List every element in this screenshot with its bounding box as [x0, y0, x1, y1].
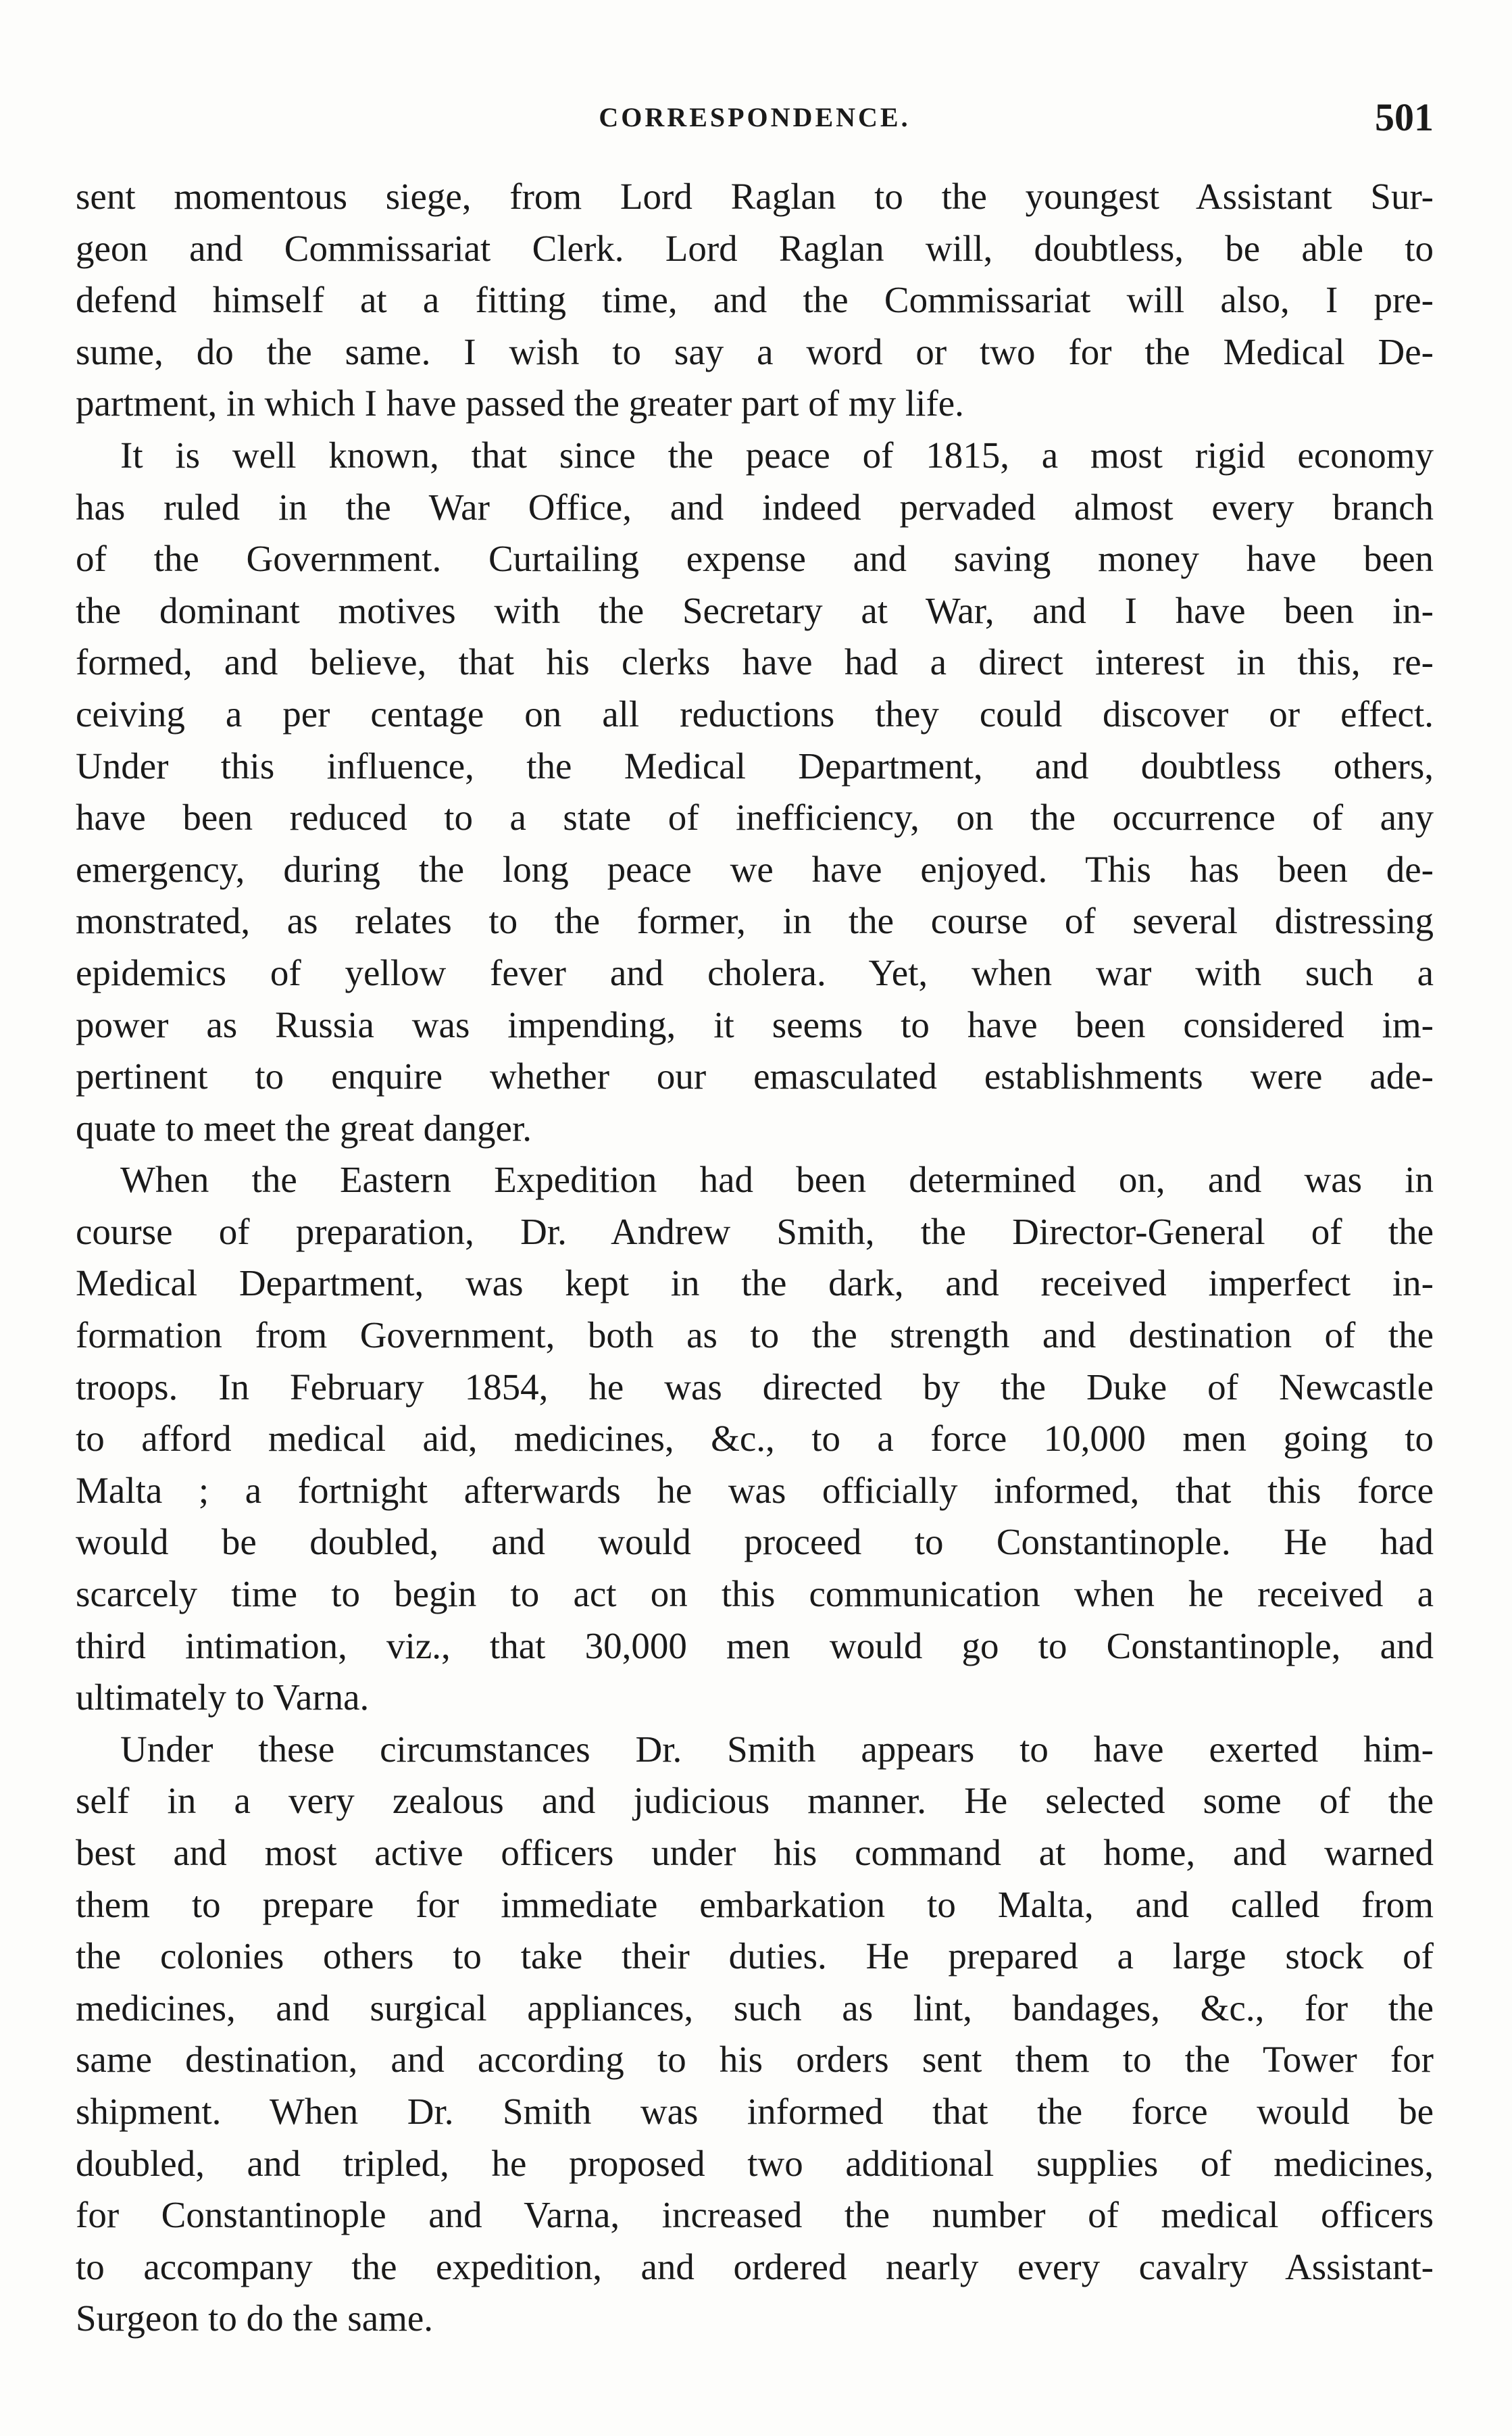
- text-line: Malta ; a fortnight afterwards he was officially informed, that this force: [76, 1469, 1434, 1511]
- text-line: Surgeon to do the same.: [76, 2297, 434, 2339]
- text-line: medicines, and surgical appliances, such as lint, bandages, &c., for the: [76, 1987, 1434, 2029]
- text-line: has ruled in the War Office, and indeed pervaded almost every branch: [76, 486, 1434, 528]
- text-line: self in a very zealous and judicious manner. He selected some of the: [76, 1780, 1434, 1822]
- text-line: of the Government. Curtailing expense and saving money have been: [76, 538, 1434, 580]
- text-line: ultimately to Varna.: [76, 1676, 370, 1718]
- text-line: epidemics of yellow fever and cholera. Yet, when war with such a: [76, 951, 1434, 993]
- text-line: formed, and believe, that his clerks have had a direct interest in this, re-: [76, 641, 1434, 683]
- page-number: 501: [1375, 95, 1434, 139]
- text-line: have been reduced to a state of inefficiency, on the occurrence of any: [76, 797, 1434, 839]
- running-title: CORRESPONDENCE.: [599, 102, 911, 132]
- text-line: course of preparation, Dr. Andrew Smith, the Director-General of the: [76, 1210, 1434, 1252]
- text-line: to accompany the expedition, and ordered nearly every cavalry Assistant-: [76, 2245, 1434, 2287]
- text-line: Medical Department, was kept in the dark, and received imperfect in-: [76, 1262, 1434, 1304]
- text-line: them to prepare for immediate embarkation to Malta, and called from: [76, 1883, 1434, 1925]
- text-line: emergency, during the long peace we have enjoyed. This has been de-: [76, 848, 1434, 890]
- text-line: scarcely time to begin to act on this communication when he received a: [76, 1573, 1434, 1615]
- text-line: It is well known, that since the peace of 1815, a most rigid economy: [120, 434, 1434, 476]
- text-line: power as Russia was impending, it seems to have been considered im-: [76, 1003, 1434, 1045]
- text-line: monstrated, as relates to the former, in the course of several distressing: [76, 900, 1434, 942]
- text-line: sent momentous siege, from Lord Raglan to the youngest Assistant Sur-: [76, 176, 1434, 217]
- text-line: the dominant motives with the Secretary at War, and I have been in-: [76, 589, 1434, 631]
- body-text: [76, 171, 1434, 2345]
- text-line: quate to meet the great danger.: [76, 1107, 532, 1149]
- text-line: doubled, and tripled, he proposed two additional supplies of medicines,: [76, 2142, 1434, 2184]
- text-line: pertinent to enquire whether our emasculated establishments were ade-: [76, 1055, 1434, 1097]
- text-line: formation from Government, both as to the strength and destination of the: [76, 1314, 1434, 1356]
- text-line: same destination, and according to his orders sent them to the Tower for: [76, 2039, 1434, 2081]
- text-line: partment, in which I have passed the greater part of my life.: [76, 382, 964, 424]
- text-line: geon and Commissariat Clerk. Lord Raglan will, doubtless, be able to: [76, 227, 1434, 269]
- text-line: troops. In February 1854, he was directed by the Duke of Newcastle: [76, 1366, 1434, 1408]
- text-line: to afford medical aid, medicines, &c., to a force 10,000 men going to: [76, 1418, 1434, 1460]
- text-line: third intimation, viz., that 30,000 men would go to Constantinople, and: [76, 1624, 1434, 1666]
- text-line: the colonies others to take their duties. He prepared a large stock of: [76, 1935, 1434, 1977]
- text-line: ceiving a per centage on all reductions they could discover or effect.: [76, 693, 1434, 735]
- text-line: best and most active officers under his command at home, and warned: [76, 1832, 1434, 1873]
- text-line: sume, do the same. I wish to say a word or two for the Medical De-: [76, 330, 1434, 372]
- text-line: Under these circumstances Dr. Smith appears to have exerted him-: [120, 1728, 1434, 1770]
- text-line: Under this influence, the Medical Department, and doubtless others,: [76, 745, 1434, 787]
- text-line: shipment. When Dr. Smith was informed that the force would be: [76, 2090, 1434, 2132]
- text-line: would be doubled, and would proceed to Constantinople. He had: [76, 1521, 1434, 1563]
- running-head: [76, 95, 1434, 149]
- text-line: defend himself at a fitting time, and the Commissariat will also, I pre-: [76, 279, 1434, 321]
- text-line: When the Eastern Expedition had been determined on, and was in: [120, 1159, 1434, 1201]
- text-line: for Constantinople and Varna, increased the number of medical officers: [76, 2194, 1434, 2236]
